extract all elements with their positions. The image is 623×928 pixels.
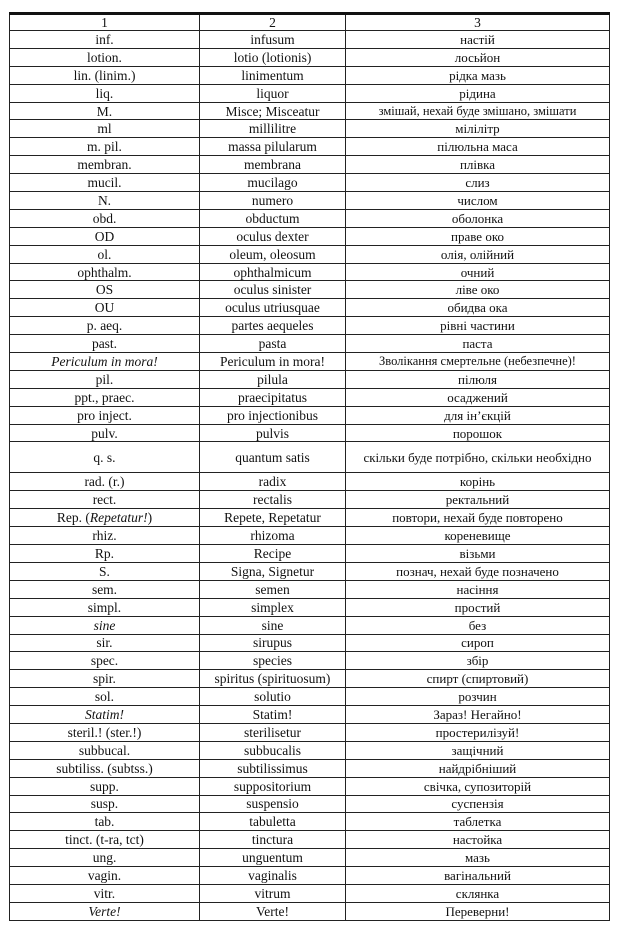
table-row <box>10 156 610 174</box>
abbreviation-cell: rad. (r.) <box>10 473 200 491</box>
latin-cell: rhizoma <box>200 527 346 545</box>
latin-cell: praecipitatus <box>200 388 346 406</box>
latin-cell: Periculum in mora! <box>200 353 346 371</box>
abbreviation-cell: liq. <box>10 84 200 102</box>
table-row <box>10 353 610 371</box>
translation-cell: рідка мазь <box>346 66 610 84</box>
abbreviation-cell: vagin. <box>10 867 200 885</box>
latin-cell: quantum satis <box>200 442 346 473</box>
abbreviation-italic-text: Repetatur! <box>89 510 148 526</box>
table-row <box>10 84 610 102</box>
abbreviation-cell: pil. <box>10 370 200 388</box>
translation-cell: збір <box>346 652 610 670</box>
abbreviation-cell: Rp. <box>10 545 200 563</box>
translation-cell: рівні частини <box>346 317 610 335</box>
latin-cell: suppositorium <box>200 777 346 795</box>
abbreviation-cell: OU <box>10 299 200 317</box>
translation-cell: таблетка <box>346 813 610 831</box>
header-row <box>10 14 610 31</box>
abbreviation-cell: past. <box>10 335 200 353</box>
abbreviation-text: Rep. ( <box>56 510 90 526</box>
table-row <box>10 299 610 317</box>
latin-cell: subbucalis <box>200 741 346 759</box>
abbreviation-cell: ung. <box>10 849 200 867</box>
table-row <box>10 652 610 670</box>
table-row <box>10 562 610 580</box>
table-row <box>10 598 610 616</box>
latin-cell: millilitre <box>200 120 346 138</box>
latin-cell: oculus sinister <box>200 281 346 299</box>
translation-cell: сироп <box>346 634 610 652</box>
translation-cell: ліве око <box>346 281 610 299</box>
table-row <box>10 138 610 156</box>
abbreviation-cell: sol. <box>10 688 200 706</box>
latin-cell: tinctura <box>200 831 346 849</box>
table-row <box>10 884 610 902</box>
translation-cell: Зараз! Негайно! <box>346 706 610 724</box>
translation-cell: мазь <box>346 849 610 867</box>
table-row <box>10 48 610 66</box>
latin-cell: sirupus <box>200 634 346 652</box>
table-row <box>10 777 610 795</box>
translation-cell: познач, нехай буде позначено <box>346 562 610 580</box>
abbreviations-table <box>9 12 610 921</box>
abbreviation-cell: OS <box>10 281 200 299</box>
abbreviation-cell: ophthalm. <box>10 263 200 281</box>
latin-cell: tabuletta <box>200 813 346 831</box>
latin-cell: pasta <box>200 335 346 353</box>
abbreviation-cell: simpl. <box>10 598 200 616</box>
abbreviation-cell: lin. (linim.) <box>10 66 200 84</box>
abbreviation-cell: sir. <box>10 634 200 652</box>
abbreviation-cell: pulv. <box>10 424 200 442</box>
table-row <box>10 580 610 598</box>
abbreviation-cell: tab. <box>10 813 200 831</box>
table-row <box>10 227 610 245</box>
table-row <box>10 616 610 634</box>
abbreviation-text-end: ) <box>147 510 153 526</box>
latin-cell: ophthalmicum <box>200 263 346 281</box>
abbreviation-cell: ml <box>10 120 200 138</box>
abbreviation-cell: spec. <box>10 652 200 670</box>
latin-cell: Recipe <box>200 545 346 563</box>
table-row <box>10 723 610 741</box>
abbreviation-cell: M. <box>10 102 200 120</box>
latin-cell: massa pilularum <box>200 138 346 156</box>
table-row <box>10 795 610 813</box>
translation-cell: осаджений <box>346 388 610 406</box>
latin-cell: subtilissimus <box>200 759 346 777</box>
translation-cell: насіння <box>346 580 610 598</box>
translation-cell: праве око <box>346 227 610 245</box>
latin-cell: pro injectionibus <box>200 406 346 424</box>
latin-cell: oleum, oleosum <box>200 245 346 263</box>
latin-cell: sterilisetur <box>200 723 346 741</box>
latin-cell: oculus utriusquae <box>200 299 346 317</box>
translation-cell: слиз <box>346 174 610 192</box>
table-row <box>10 424 610 442</box>
table-row <box>10 120 610 138</box>
table-row <box>10 831 610 849</box>
abbreviation-cell: spir. <box>10 670 200 688</box>
translation-cell: спирт (спиртовий) <box>346 670 610 688</box>
table-row <box>10 491 610 509</box>
abbreviation-cell: q. s. <box>10 442 200 473</box>
latin-cell: Statim! <box>200 706 346 724</box>
abbreviation-cell: OD <box>10 227 200 245</box>
table-row <box>10 670 610 688</box>
latin-cell: membrana <box>200 156 346 174</box>
translation-cell: порошок <box>346 424 610 442</box>
latin-cell: Repete, Repetatur <box>200 509 346 527</box>
latin-cell: Misce; Misceatur <box>200 102 346 120</box>
translation-cell: склянка <box>346 884 610 902</box>
translation-cell: простерилізуй! <box>346 723 610 741</box>
abbreviation-cell: N. <box>10 192 200 210</box>
translation-cell: защічний <box>346 741 610 759</box>
abbreviation-cell: steril.! (ster.!) <box>10 723 200 741</box>
table-row <box>10 192 610 210</box>
table-row <box>10 209 610 227</box>
latin-cell: pulvis <box>200 424 346 442</box>
column-header-3: 3 <box>346 14 610 31</box>
translation-cell: настій <box>346 31 610 49</box>
table-row <box>10 545 610 563</box>
latin-cell: semen <box>200 580 346 598</box>
table-row <box>10 634 610 652</box>
translation-cell: оболонка <box>346 209 610 227</box>
latin-cell: vaginalis <box>200 867 346 885</box>
abbreviation-cell: sine <box>10 616 200 634</box>
abbreviation-cell: pro inject. <box>10 406 200 424</box>
latin-cell: pilula <box>200 370 346 388</box>
translation-cell: числом <box>346 192 610 210</box>
translation-cell: повтори, нехай буде повторено <box>346 509 610 527</box>
abbreviation-cell: obd. <box>10 209 200 227</box>
table-row <box>10 388 610 406</box>
table-row <box>10 245 610 263</box>
abbreviation-cell: ol. <box>10 245 200 263</box>
abbreviation-cell: rect. <box>10 491 200 509</box>
latin-cell: linimentum <box>200 66 346 84</box>
latin-cell: obductum <box>200 209 346 227</box>
translation-cell: суспензія <box>346 795 610 813</box>
abbreviation-cell: membran. <box>10 156 200 174</box>
translation-cell: лосьйон <box>346 48 610 66</box>
table-row <box>10 473 610 491</box>
abbreviation-cell: vitr. <box>10 884 200 902</box>
translation-cell: розчин <box>346 688 610 706</box>
latin-cell: spiritus (spirituosum) <box>200 670 346 688</box>
abbreviation-cell: mucil. <box>10 174 200 192</box>
latin-cell: partes aequeles <box>200 317 346 335</box>
translation-cell: свічка, супозиторій <box>346 777 610 795</box>
table-row <box>10 442 610 473</box>
abbreviation-cell: inf. <box>10 31 200 49</box>
latin-cell: species <box>200 652 346 670</box>
translation-cell: кореневище <box>346 527 610 545</box>
abbreviation-cell: Periculum in mora! <box>10 353 200 371</box>
table-row <box>10 281 610 299</box>
latin-cell: suspensio <box>200 795 346 813</box>
translation-cell: мілілітр <box>346 120 610 138</box>
abbreviation-cell: Statim! <box>10 706 200 724</box>
abbreviation-cell: subtiliss. (subtss.) <box>10 759 200 777</box>
latin-cell: liquor <box>200 84 346 102</box>
table-row <box>10 527 610 545</box>
table-row <box>10 370 610 388</box>
table-row <box>10 849 610 867</box>
translation-cell: візьми <box>346 545 610 563</box>
abbreviation-cell: supp. <box>10 777 200 795</box>
latin-cell: numero <box>200 192 346 210</box>
latin-cell: infusum <box>200 31 346 49</box>
latin-cell: radix <box>200 473 346 491</box>
table-row <box>10 759 610 777</box>
table-row <box>10 813 610 831</box>
table-row <box>10 867 610 885</box>
translation-cell: очний <box>346 263 610 281</box>
latin-cell: oculus dexter <box>200 227 346 245</box>
latin-cell: mucilago <box>200 174 346 192</box>
abbreviation-cell <box>10 509 200 527</box>
abbreviation-cell: sem. <box>10 580 200 598</box>
translation-cell: обидва ока <box>346 299 610 317</box>
latin-cell: lotio (lotionis) <box>200 48 346 66</box>
abbreviation-cell: susp. <box>10 795 200 813</box>
table-row <box>10 31 610 49</box>
translation-cell: скільки буде потрібно, скільки необхідно <box>346 442 610 473</box>
translation-cell: простий <box>346 598 610 616</box>
translation-cell: настойка <box>346 831 610 849</box>
table-row <box>10 406 610 424</box>
latin-cell: unguentum <box>200 849 346 867</box>
translation-cell: для ін’єкцій <box>346 406 610 424</box>
abbreviation-cell: lotion. <box>10 48 200 66</box>
translation-cell: паста <box>346 335 610 353</box>
table-row <box>10 706 610 724</box>
abbreviation-cell: m. pil. <box>10 138 200 156</box>
translation-cell: Переверни! <box>346 902 610 920</box>
table-row <box>10 902 610 920</box>
latin-cell: sine <box>200 616 346 634</box>
latin-cell: vitrum <box>200 884 346 902</box>
table-row <box>10 688 610 706</box>
table-row <box>10 174 610 192</box>
latin-cell: solutio <box>200 688 346 706</box>
translation-cell: корінь <box>346 473 610 491</box>
translation-cell: найдрібніший <box>346 759 610 777</box>
translation-cell: олія, олійний <box>346 245 610 263</box>
column-header-2: 2 <box>200 14 346 31</box>
abbreviation-cell: rhiz. <box>10 527 200 545</box>
latin-cell: simplex <box>200 598 346 616</box>
translation-cell: без <box>346 616 610 634</box>
table-row <box>10 317 610 335</box>
latin-cell: Signa, Signetur <box>200 562 346 580</box>
translation-cell: рідина <box>346 84 610 102</box>
table-row <box>10 102 610 120</box>
table-row <box>10 263 610 281</box>
translation-cell: плівка <box>346 156 610 174</box>
translation-cell: змішай, нехай буде змішано, змішати <box>346 102 610 120</box>
translation-cell: ректальний <box>346 491 610 509</box>
table-row <box>10 66 610 84</box>
translation-cell: пілюльна маса <box>346 138 610 156</box>
abbreviation-cell: p. aeq. <box>10 317 200 335</box>
translation-cell: Зволікання смертельне (небезпечне)! <box>346 353 610 371</box>
abbreviation-cell: ppt., praec. <box>10 388 200 406</box>
column-header-1: 1 <box>10 14 200 31</box>
table-row <box>10 335 610 353</box>
latin-cell: rectalis <box>200 491 346 509</box>
translation-cell: пілюля <box>346 370 610 388</box>
abbreviation-cell: subbucal. <box>10 741 200 759</box>
table-row <box>10 509 610 527</box>
table-row <box>10 741 610 759</box>
abbreviation-cell: Verte! <box>10 902 200 920</box>
translation-cell: вагінальний <box>346 867 610 885</box>
abbreviation-cell: tinct. (t-ra, tct) <box>10 831 200 849</box>
latin-cell: Verte! <box>200 902 346 920</box>
abbreviation-cell: S. <box>10 562 200 580</box>
